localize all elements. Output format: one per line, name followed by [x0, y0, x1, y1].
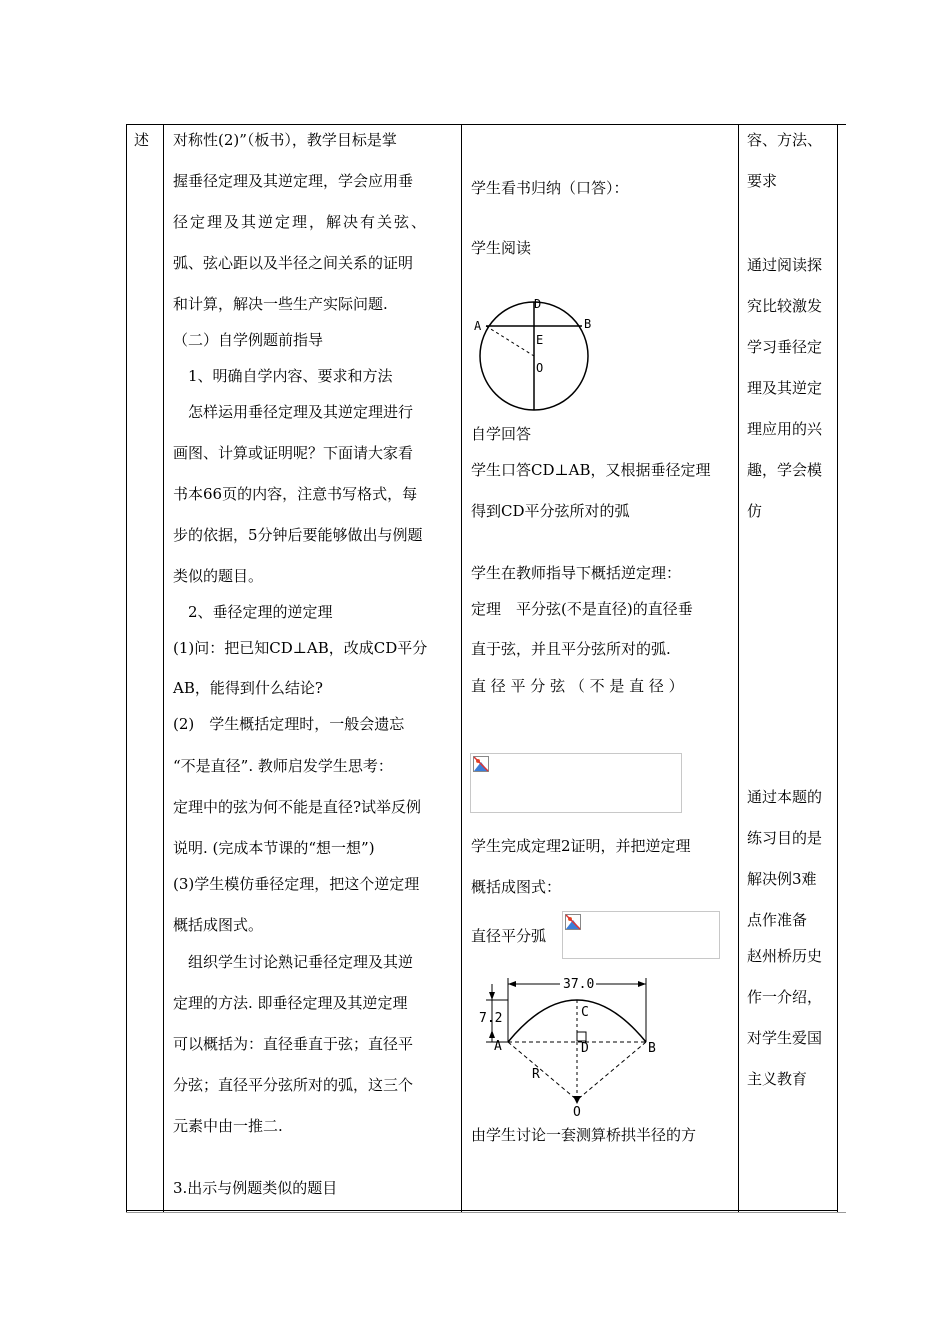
- col4-line: 究比较激发: [747, 297, 823, 315]
- col2-line: 怎样运用垂径定理及其逆定理进行: [173, 403, 414, 421]
- col2-line: 说明. (完成本节课的“想一想”): [173, 839, 375, 857]
- col2-line: 画图、计算或证明呢？下面请大家看: [173, 444, 414, 462]
- table-bottom-border: [126, 1210, 838, 1211]
- label-c: C: [581, 1005, 589, 1020]
- col3-line: 直径平分弧: [471, 927, 547, 945]
- col4-line: 练习目的是: [747, 829, 823, 847]
- broken-image-icon: [565, 914, 581, 930]
- col3-line: 自学回答: [471, 425, 532, 443]
- label-e: E: [536, 333, 544, 347]
- broken-image-icon: [473, 756, 489, 772]
- table-left-border: [126, 124, 127, 1212]
- col4-line: 点作准备: [747, 911, 808, 929]
- col3-line: 学生看书归纳（口答）：: [471, 179, 629, 197]
- broken-image-placeholder: [470, 753, 682, 813]
- col3-line: 得到CD平分弦所对的弧: [471, 502, 630, 520]
- height-label: 7.2: [479, 1011, 503, 1026]
- column-divider-1: [163, 124, 164, 1212]
- col4-line: 赵州桥历史: [747, 947, 823, 965]
- col2-line: (3)学生模仿垂径定理，把这个逆定理: [173, 875, 420, 893]
- col2-line: 步的依据，5分钟后要能够做出与例题: [173, 526, 423, 544]
- col4-line: 要求: [747, 172, 778, 190]
- col2-line: 元素中由一推二.: [173, 1117, 283, 1135]
- arrow-right-icon: [638, 981, 646, 987]
- arrow-to-o-icon: [573, 1096, 581, 1104]
- col4-line: 解决例3难: [747, 870, 817, 888]
- label-a: A: [494, 1039, 502, 1054]
- col4-line: 仿: [747, 502, 763, 520]
- col2-line: 概括成图式。: [173, 916, 264, 934]
- col2-line: 3.出示与例题类似的题目: [173, 1179, 338, 1197]
- col2-line: (1)问：把已知CD⊥AB，改成CD平分: [173, 639, 428, 657]
- col2-line: 定理中的弦为何不能是直径?试举反例: [173, 798, 422, 816]
- arrow-up-icon: [489, 1030, 495, 1038]
- radius-ao: [486, 326, 534, 356]
- right-angle-marker: [577, 1032, 586, 1041]
- col2-line: 可以概括为：直径垂直于弦；直径平: [173, 1035, 414, 1053]
- col3-line: 学生口答CD⊥AB，又根据垂径定理: [471, 461, 711, 479]
- col2-line: （二）自学例题前指导: [173, 331, 324, 349]
- bridge-arch-diagram: [472, 970, 672, 1118]
- col4-line: 通过本题的: [747, 788, 823, 806]
- broken-image-placeholder: [562, 911, 720, 959]
- col3-line: 学生完成定理2证明，并把逆定理: [471, 837, 691, 855]
- label-b: B: [648, 1041, 656, 1056]
- table-bottom-border-light: [126, 1212, 846, 1213]
- col3-line: 概括成图式：: [471, 878, 562, 896]
- col2-line: 2、垂径定理的逆定理: [173, 603, 333, 621]
- col2-line: 类似的题目。: [173, 567, 264, 585]
- col3-line: 学生在教师指导下概括逆定理：: [471, 564, 682, 582]
- col2-line: 弧、弦心距以及半径之间关系的证明: [173, 254, 414, 272]
- col2-line: “不是直径”. 教师启发学生思考：: [173, 757, 393, 775]
- table-right-border: [837, 124, 838, 1212]
- col2-line: 分弦；直径平分弦所对的弧，这三个: [173, 1076, 414, 1094]
- col3-line: 学生阅读: [471, 239, 532, 257]
- label-r: R: [532, 1067, 540, 1082]
- circle-chord-diagram: [470, 292, 600, 416]
- label-o: O: [573, 1105, 581, 1118]
- col4-line: 理及其逆定: [747, 379, 823, 397]
- arrow-left-icon: [508, 981, 516, 987]
- col2-line: 和计算，解决一些生产实际问题.: [173, 295, 388, 313]
- col2-line: 定理的方法. 即垂径定理及其逆定理: [173, 994, 408, 1012]
- col4-line: 通过阅读探: [747, 256, 823, 274]
- label-b: B: [584, 317, 592, 331]
- col4-line: 对学生爱国: [747, 1029, 823, 1047]
- col2-line: 径定理及其逆定理，解决有关弦、: [173, 213, 429, 231]
- col4-line: 趣，学会模: [747, 461, 823, 479]
- col3-line: 由学生讨论一套测算桥拱半径的方: [471, 1126, 697, 1144]
- label-a: A: [474, 319, 482, 333]
- col4-line: 学习垂径定: [747, 338, 823, 356]
- label-d: D: [534, 297, 542, 311]
- column-divider-2: [461, 124, 462, 1212]
- column-divider-3: [738, 124, 739, 1212]
- col2-line: 组织学生讨论熟记垂径定理及其逆: [173, 953, 414, 971]
- col3-line: 定理 平分弦(不是直径)的直径垂: [471, 600, 693, 618]
- col4-line: 主义教育: [747, 1070, 808, 1088]
- col4-line: 理应用的兴: [747, 420, 823, 438]
- col2-line: 书本66页的内容，注意书写格式，每: [173, 485, 418, 503]
- col4-line: 作一介绍，: [747, 988, 823, 1006]
- col2-line: (2) 学生概括定理时，一般会遗忘: [173, 715, 405, 733]
- col3-line: 直 径 平 分 弦 （ 不 是 直 径 ）: [471, 677, 684, 695]
- col2-line: 握垂径定理及其逆定理，学会应用垂: [173, 172, 414, 190]
- col2-line: 1、明确自学内容、要求和方法: [173, 367, 393, 385]
- span-label: 37.0: [563, 977, 595, 992]
- radius-ao: [508, 1042, 577, 1100]
- arrow-down-icon: [489, 992, 495, 1000]
- col2-line: AB，能得到什么结论?: [173, 679, 323, 697]
- column1-heading-char: 述: [134, 131, 150, 149]
- col4-line: 容、方法、: [747, 131, 823, 149]
- label-o: O: [536, 361, 544, 375]
- col2-line: 对称性(2)”（板书），教学目标是掌: [173, 131, 397, 149]
- label-d: D: [581, 1041, 589, 1056]
- col3-line: 直于弦，并且平分弦所对的弧.: [471, 640, 671, 658]
